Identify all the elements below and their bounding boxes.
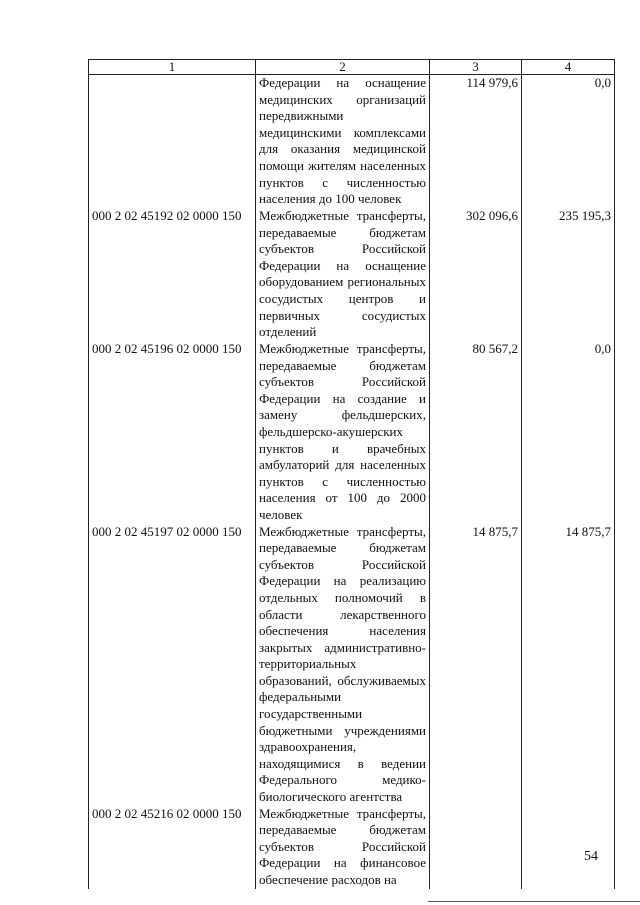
footer-rule xyxy=(428,901,640,902)
row-code: 000 2 02 45216 02 0000 150 xyxy=(89,806,256,889)
row-code xyxy=(89,75,256,209)
table-row xyxy=(89,806,615,889)
row-value-col4: 0,0 xyxy=(522,341,615,524)
row-description: Межбюджетные трансферты, передаваемые бюджетам субъектов Российской Федерации на финансовое обеспечение расходов на xyxy=(256,806,430,889)
budget-table xyxy=(88,59,615,889)
row-code: 000 2 02 45197 02 0000 150 xyxy=(89,524,256,806)
table-header-row xyxy=(89,60,615,75)
row-value-col4: 0,0 xyxy=(522,75,615,209)
column-header-3: 3 xyxy=(430,60,522,75)
row-value-col4: 14 875,7 xyxy=(522,524,615,806)
row-description: Федерации на оснащение медицинских организаций передвижными медицинскими комплексами для оказания медицинской помощи жителям населенных пунктов с численностью населения до 100 человек xyxy=(256,75,430,209)
table-row xyxy=(89,524,615,806)
row-value-col4: 235 195,3 xyxy=(522,208,615,341)
column-header-2: 2 xyxy=(256,60,430,75)
row-code: 000 2 02 45196 02 0000 150 xyxy=(89,341,256,524)
row-description: Межбюджетные трансферты, передаваемые бюджетам субъектов Российской Федерации на создание и замену фельдшерских, фельдшерско-акушерских пунктов и врачебных амбулаторий для населенных пунктов с численностью населения от 100 до 2000 человек xyxy=(256,341,430,524)
table-row xyxy=(89,75,615,209)
row-value-col3: 14 875,7 xyxy=(430,524,522,806)
row-value-col3: 80 567,2 xyxy=(430,341,522,524)
column-header-4: 4 xyxy=(522,60,615,75)
row-value-col3 xyxy=(430,806,522,889)
column-header-1: 1 xyxy=(89,60,256,75)
row-description: Межбюджетные трансферты, передаваемые бюджетам субъектов Российской Федерации на реализацию отдельных полномочий в области лекарственного обеспечения населения закрытых административно-территориальных образований, обслуживаемых федеральными государственными бюджетными учреждениями здравоохранения, находящимися в ведении Федерального медико-биологического агентства xyxy=(256,524,430,806)
table-row xyxy=(89,341,615,524)
row-value-col4 xyxy=(522,806,615,889)
row-description: Межбюджетные трансферты, передаваемые бюджетам субъектов Российской Федерации на оснащение оборудованием региональных сосудистых центров и первичных сосудистых отделений xyxy=(256,208,430,341)
row-code: 000 2 02 45192 02 0000 150 xyxy=(89,208,256,341)
row-value-col3: 114 979,6 xyxy=(430,75,522,209)
page-number: 54 xyxy=(584,849,598,864)
table-row xyxy=(89,208,615,341)
row-value-col3: 302 096,6 xyxy=(430,208,522,341)
